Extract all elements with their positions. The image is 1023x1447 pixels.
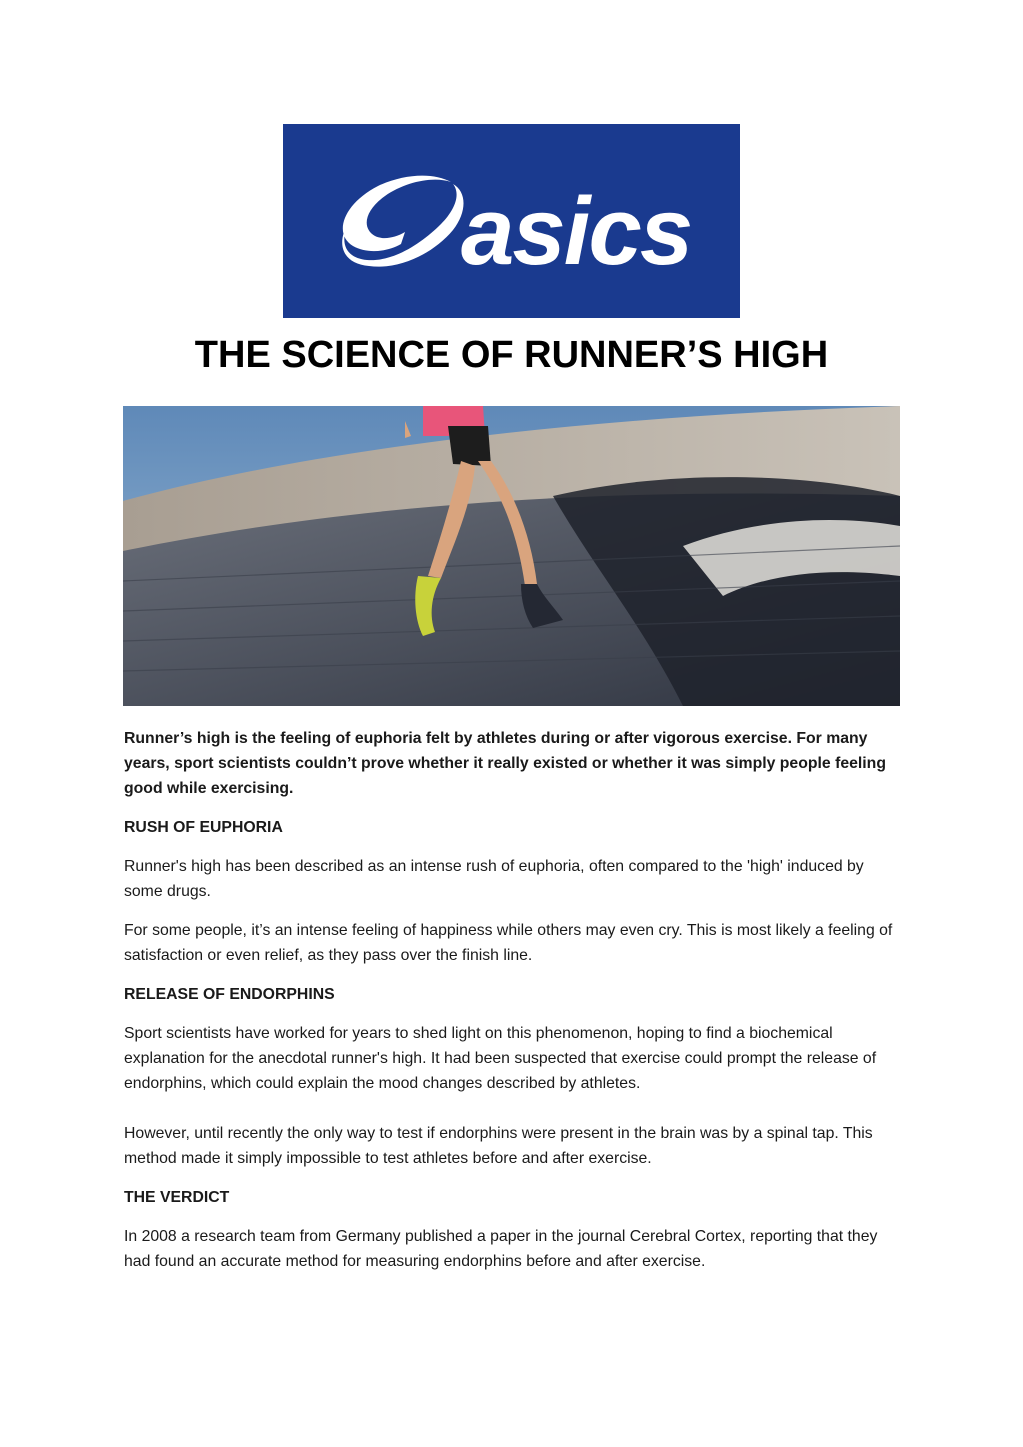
paragraph: In 2008 a research team from Germany published a paper in the journal Cerebral Cortex, reporting that they had found an accurate method for measuring endorphins before and after exercise.	[124, 1228, 878, 1270]
article-body	[124, 726, 904, 1288]
paragraph: For some people, it’s an intense feeling of happiness while others may even cry. This is most likely a feeling of satisfaction or even relief, as they pass over the finish line.	[124, 922, 893, 964]
asics-logo-mark	[283, 124, 740, 318]
page-title: THE SCIENCE OF RUNNER’S HIGH	[194, 334, 829, 376]
section-heading: RELEASE OF ENDORPHINS	[124, 986, 335, 1003]
intro-paragraph: Runner’s high is the feeling of euphoria felt by athletes during or after vigorous exercise. For many years, sport scientists couldn’t prove whether it really existed or whether it was simply people feeling good while exercising.	[124, 730, 886, 797]
runner-photo	[123, 406, 900, 706]
section-heading: THE VERDICT	[124, 1189, 230, 1206]
paragraph: However, until recently the only way to test if endorphins were present in the brain was by a spinal tap. This method made it simply impossible to test athletes before and after exercise.	[124, 1125, 873, 1167]
asics-logo	[283, 124, 740, 318]
section-heading: RUSH OF EUPHORIA	[124, 819, 283, 836]
asics-wordmark: asics	[461, 178, 692, 285]
paragraph: Sport scientists have worked for years to shed light on this phenomenon, hoping to find a biochemical explanation for the anecdotal runner's high. It had been suspected that exercise could prompt the release of endorphins, which could explain the mood changes described by athletes.	[124, 1025, 877, 1092]
paragraph: Runner's high has been described as an intense rush of euphoria, often compared to the 'high' induced by some drugs.	[124, 858, 864, 900]
